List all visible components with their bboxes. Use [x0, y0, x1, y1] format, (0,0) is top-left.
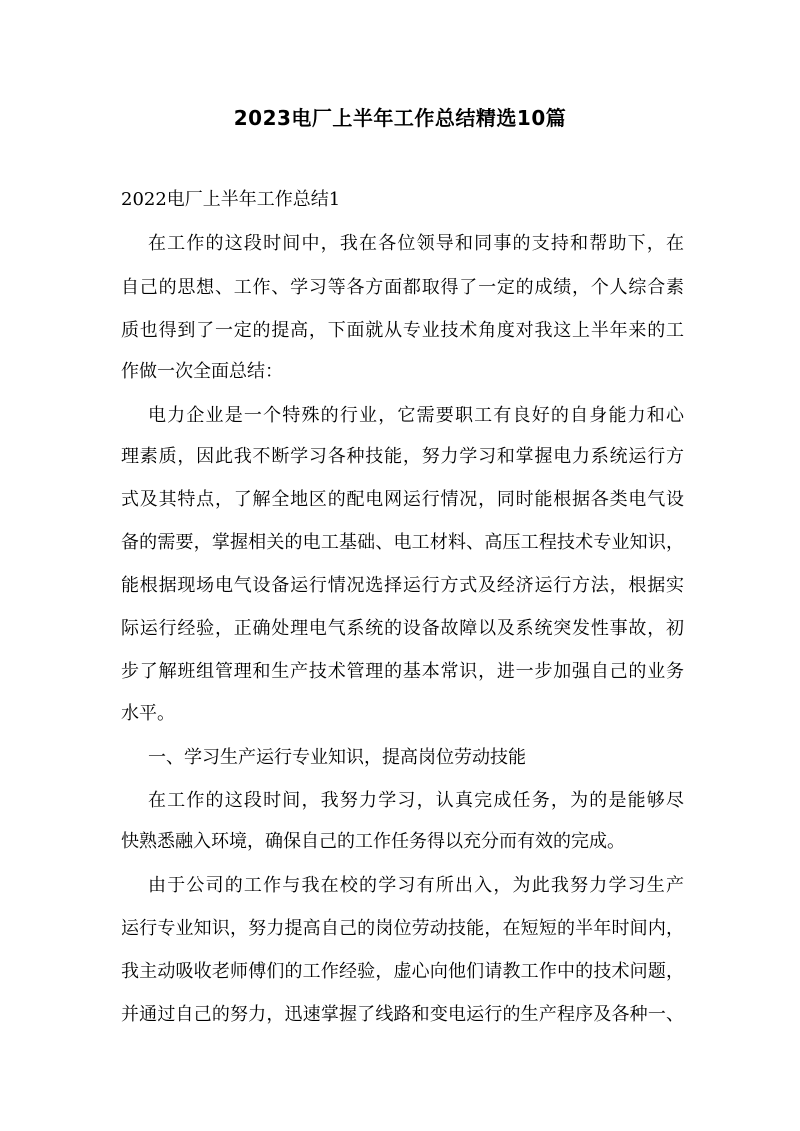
paragraph-line: 我主动吸收老师傅们的工作经验，虚心向他们请教工作中的技术问题， [121, 961, 684, 982]
paragraph-line: 自己的思想、工作、学习等各方面都取得了一定的成绩，个人综合素 [121, 277, 684, 298]
paragraph-line: 水平。 [121, 703, 175, 724]
paragraph-line: 快熟悉融入环境，确保自己的工作任务得以充分而有效的完成。 [121, 831, 625, 852]
paragraph-line: 在工作的这段时间，我努力学习，认真完成任务，为的是能够尽 [148, 790, 684, 811]
paragraph-line: 并通过自己的努力，迅速掌握了线路和变电运行的生产程序及各种一、 [121, 1004, 684, 1025]
document-title: 2023电厂上半年工作总结精选10篇 [233, 106, 567, 130]
paragraph-line: 由于公司的工作与我在校的学习有所出入，为此我努力学习生产 [148, 875, 684, 896]
section-heading: 2022电厂上半年工作总结1 [121, 189, 341, 210]
paragraph-line: 作做一次全面总结： [121, 361, 283, 382]
paragraph-line: 电力企业是一个特殊的行业，它需要职工有良好的自身能力和心 [148, 405, 684, 426]
paragraph-line: 式及其特点，了解全地区的配电网运行情况，同时能根据各类电气设 [121, 489, 684, 510]
paragraph-line: 际运行经验，正确处理电气系统的设备故障以及系统突发性事故，初 [121, 618, 684, 639]
paragraph-line: 质也得到了一定的提高，下面就从专业技术角度对我这上半年来的工 [121, 320, 684, 341]
paragraph-line: 运行专业知识，努力提高自己的岗位劳动技能，在短短的半年时间内， [121, 918, 684, 939]
subsection-heading: 一、学习生产运行专业知识，提高岗位劳动技能 [148, 747, 526, 768]
paragraph-line: 在工作的这段时间中，我在各位领导和同事的支持和帮助下，在 [148, 233, 684, 254]
paragraph-line: 备的需要，掌握相关的电工基础、电工材料、高压工程技术专业知识， [121, 532, 684, 553]
paragraph-line: 能根据现场电气设备运行情况选择运行方式及经济运行方法，根据实 [121, 575, 684, 596]
paragraph-line: 理素质，因此我不断学习各种技能，努力学习和掌握电力系统运行方 [121, 446, 684, 467]
paragraph-line: 步了解班组管理和生产技术管理的基本常识，进一步加强自己的业务 [121, 661, 684, 682]
